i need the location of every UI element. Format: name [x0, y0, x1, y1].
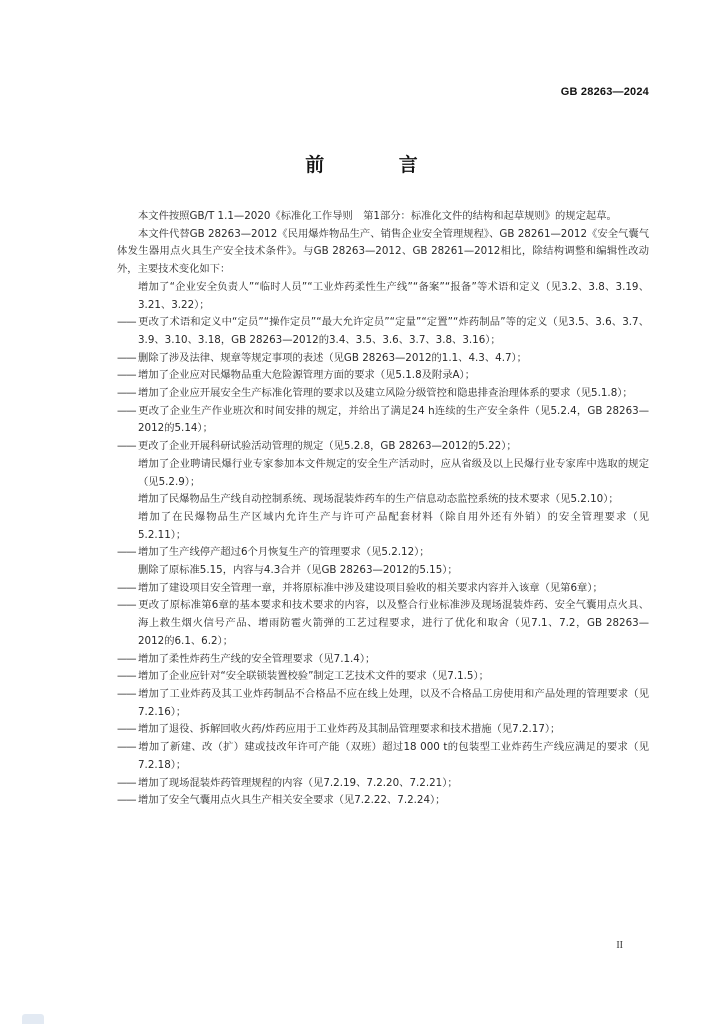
- change-item-text: 增加了工业炸药及其工业炸药制品不合格品不应在线上处理，以及不合格品工房使用和产品处理的管理要求（见7.2.16）；: [138, 687, 649, 718]
- list-dash: ——: [117, 387, 136, 400]
- change-item: [117, 509, 649, 544]
- change-item-text: 更改了企业生产作业班次和时间安排的规定，并给出了满足24 h连续的生产安全条件（见5.2.4，GB 28263—2012的5.14）；: [138, 404, 649, 435]
- change-item-text: 增加了柔性炸药生产线的安全管理要求（见7.1.4）；: [138, 652, 376, 665]
- change-item: [117, 668, 649, 686]
- paragraph-replacement-statement: 本文件代替GB 28263—2012《民用爆炸物品生产、销售企业安全管理规程》、GB 28261—2012《安全气囊气体发生器用点火具生产安全技术条件》。与GB 28263—2012、GB 28261—2012相比，除结构调整和编辑性改动外，主要技术变化如下：: [117, 227, 649, 276]
- change-item: [117, 792, 649, 810]
- list-dash: ——: [117, 351, 136, 364]
- change-item: [117, 438, 649, 456]
- change-item-text: 增加了安全气囊用点火具生产相关安全要求（见7.2.22、7.2.24）；: [138, 794, 446, 807]
- change-item: [117, 314, 649, 349]
- change-item: [117, 491, 649, 509]
- change-item-text: 增加了生产线停产超过6个月恢复生产的管理要求（见5.2.12）；: [138, 546, 430, 559]
- change-item: [117, 686, 649, 721]
- change-item-text: 增加了新建、改（扩）建或技改年许可产能（双班）超过18 000 t的包装型工业炸药生产线应满足的要求（见7.2.18）；: [138, 741, 649, 771]
- change-item-text: 更改了原标准第6章的基本要求和技术要求的内容，以及整合行业标准涉及现场混装炸药、安全气囊用点火具、海上救生烟火信号产品、增雨防雹火箭弹的工艺过程要求，进行了优化和取舍（见7.1、7.2，GB 28263—2012的6.1、6.2）；: [138, 599, 649, 647]
- list-dash: ——: [117, 581, 136, 594]
- list-dash: ——: [117, 316, 136, 329]
- change-item: [117, 721, 649, 739]
- change-item: [117, 544, 649, 562]
- foreword-body: [117, 208, 649, 810]
- change-item-text: 增加了民爆物品生产线自动控制系统、现场混装炸药车的生产信息动态监控系统的技术要求（见5.2.10）；: [138, 493, 619, 506]
- list-dash: ——: [117, 741, 136, 754]
- list-dash: ——: [117, 440, 136, 453]
- change-item: [117, 651, 649, 669]
- list-dash: ——: [117, 599, 136, 612]
- standard-number: GB 28263—2024: [560, 86, 649, 98]
- change-item: [117, 403, 649, 438]
- change-item: [117, 456, 649, 491]
- change-item-text: 更改了术语和定义中“定员”“操作定员”“最大允许定员”“定量”“定置”“炸药制品”等的定义（见3.5、3.6、3.7、3.9、3.10、3.18，GB 28263—2012的3.4、3.5、3.6、3.7、3.8、3.16）；: [138, 316, 649, 346]
- change-item-text: 增加了建设项目安全管理一章，并将原标准中涉及建设项目验收的相关要求内容并入该章（见第6章）；: [138, 581, 603, 594]
- scan-corner-mark: [22, 1014, 44, 1024]
- list-dash: ——: [117, 776, 136, 789]
- list-dash: ——: [117, 723, 136, 736]
- list-dash: ——: [117, 687, 136, 700]
- change-item: [117, 279, 649, 314]
- change-item-text: 增加了现场混装炸药管理规程的内容（见7.2.19、7.2.20、7.2.21）；: [138, 776, 458, 789]
- page-number: II: [616, 940, 623, 951]
- change-item: [117, 562, 649, 580]
- page-title: 前 言: [305, 154, 452, 176]
- paragraph-drafting-rules: 本文件按照GB/T 1.1—2020《标准化工作导则 第1部分：标准化文件的结构和起草规则》的规定起草。: [138, 210, 617, 222]
- change-item-text: 增加了企业聘请民爆行业专家参加本文件规定的安全生产活动时，应从省级及以上民爆行业专家库中选取的规定（见5.2.9）；: [138, 457, 649, 488]
- change-item: [117, 597, 649, 650]
- list-dash: ——: [117, 652, 136, 665]
- change-item-text: 增加了退役、拆解回收火药/炸药应用于工业炸药及其制品管理要求和技术措施（见7.2.17）；: [138, 723, 561, 736]
- change-item-text: 删除了原标准5.15，内容与4.3合并（见GB 28263—2012的5.15）；: [138, 564, 458, 577]
- change-item-text: 增加了企业应对民爆物品重大危险源管理方面的要求（见5.1.8及附录A）；: [138, 369, 475, 382]
- list-dash: ——: [117, 794, 136, 807]
- change-item: [117, 739, 649, 774]
- change-item-text: 增加了企业应开展安全生产标准化管理的要求以及建立风险分级管控和隐患排查治理体系的要求（见5.1.8）；: [138, 387, 633, 400]
- change-item: [117, 350, 649, 368]
- change-item: [117, 775, 649, 793]
- change-item-text: 删除了涉及法律、规章等规定事项的表述（见GB 28263—2012的1.1、4.3、4.7）；: [138, 351, 527, 364]
- list-dash: ——: [117, 546, 136, 559]
- change-item: [117, 367, 649, 385]
- list-dash: ——: [117, 670, 136, 683]
- technical-changes-list: [117, 279, 649, 810]
- change-item-text: 增加了“企业安全负责人”“临时人员”“工业炸药柔性生产线”“备案”“报备”等术语和定义（见3.2、3.8、3.19、3.21、3.22）；: [138, 280, 649, 311]
- change-item: [117, 385, 649, 403]
- list-dash: ——: [117, 404, 136, 417]
- change-item-text: 更改了企业开展科研试验活动管理的规定（见5.2.8，GB 28263—2012的5.22）；: [138, 440, 517, 453]
- list-dash: ——: [117, 369, 136, 382]
- change-item-text: 增加了企业应针对“安全联锁装置校验”制定工艺技术文件的要求（见7.1.5）；: [138, 670, 489, 683]
- change-item: [117, 580, 649, 598]
- change-item-text: 增加了在民爆物品生产区域内允许生产与许可产品配套材料（除自用外还有外销）的安全管理要求（见5.2.11）；: [138, 510, 649, 541]
